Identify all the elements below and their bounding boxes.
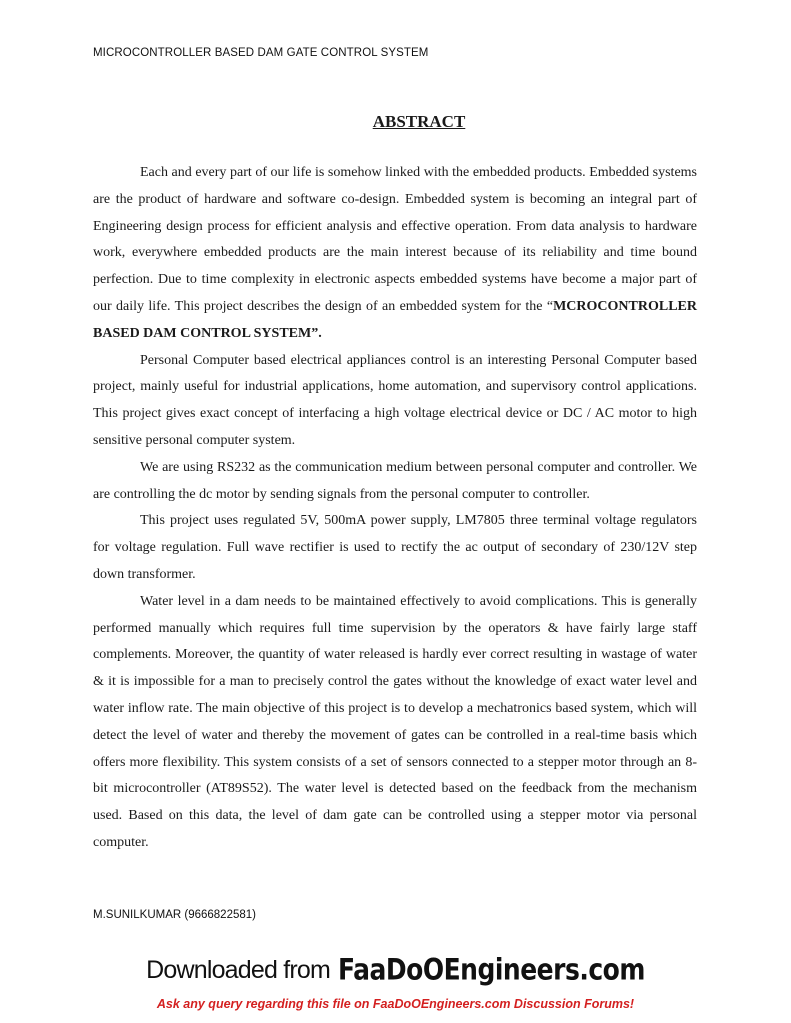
paragraph-4: This project uses regulated 5V, 500mA power supply, LM7805 three terminal voltage regulators for voltage regulation. Full wave rectifier is used to rectify the ac output of secondary of 230/12V step down transformer. — [93, 513, 697, 582]
abstract-body — [93, 160, 697, 857]
download-banner[interactable] — [0, 952, 791, 987]
page-title: ABSTRACT — [372, 112, 466, 131]
paragraph-5: Water level in a dam needs to be maintained effectively to avoid complications. This is generally performed manually which requires full time supervision by the operators & have fairly large staff complements. Moreover, the quantity of water released is hardly ever correct resulting in wastage of water & it is impossible for a man to precisely control the gates without the knowledge of exact water level and water inflow rate. The main objective of this project is to develop a mechatronics based system, which will detect the level of water and thereby the movement of gates can be controlled in a real-time basis which offers more flexibility. This system consists of a set of sensors connected to a stepper motor through an 8-bit microcontroller (AT89S52). The water level is detected based on the feedback from the mechanism used. Based on this data, the level of dam gate can be controlled using a stepper motor via personal computer. — [93, 593, 697, 850]
paragraph-3: We are using RS232 as the communication medium between personal computer and controller. We are controlling the dc motor by sending signals from the personal computer to controller. — [93, 459, 697, 502]
running-header: MICROCONTROLLER BASED DAM GATE CONTROL SYSTEM — [93, 47, 429, 59]
downloaded-from-text: Downloaded from — [146, 956, 331, 984]
paragraph-1 — [93, 160, 697, 348]
brand-logo-text[interactable]: FaaDoOEngineers.com — [338, 952, 645, 987]
paragraph-2: Personal Computer based electrical appliances control is an interesting Personal Computer based project, mainly useful for industrial applications, home automation, and supervisory control applications. This project gives exact concept of interfacing a high voltage electrical device or DC / AC motor to high sensitive personal computer system. — [93, 352, 697, 448]
forum-query-note[interactable]: Ask any query regarding this file on FaaDoOEngineers.com Discussion Forums! — [156, 997, 635, 1011]
paragraph-1-text: Each and every part of our life is somehow linked with the embedded products. Embedded systems are the product of hardware and software co-design. Embedded system is becoming an integral part of Engineering design process for efficient analysis and effective operation. From data analysis to hardware work, everywhere embedded products are the main interest because of its reliability and time bound perfection. Due to time complexity in electronic aspects embedded systems have become a major part of our daily life. This project describes the design of an embedded system for the “ — [93, 165, 697, 314]
author-footer: M.SUNILKUMAR (9666822581) — [93, 909, 256, 921]
project-title-bold: MCROCONTROLLER BASED DAM CONTROL SYSTEM”. — [93, 298, 697, 341]
